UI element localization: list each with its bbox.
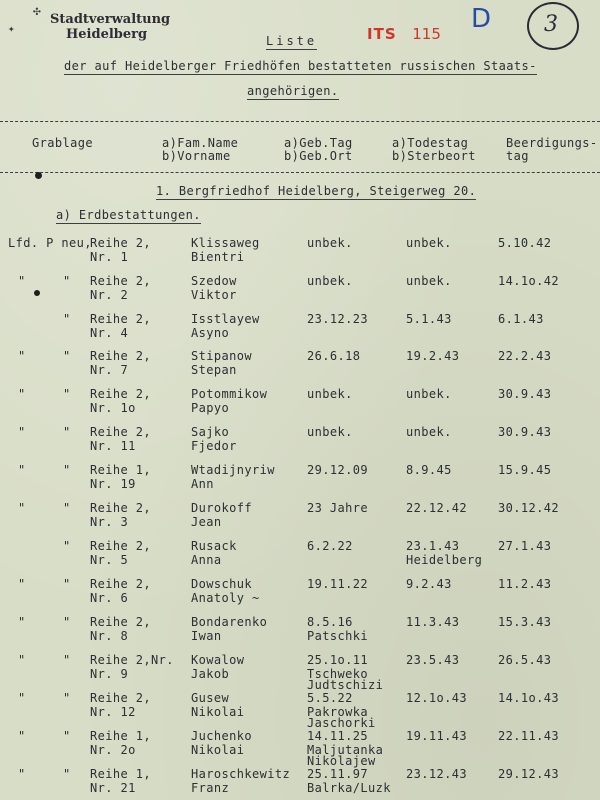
- handwritten-letter: D: [471, 4, 492, 34]
- grave-row: Reihe 1,: [90, 729, 151, 743]
- birth-date: 8.5.16: [307, 615, 353, 629]
- page-number: 3: [544, 12, 558, 37]
- title-line2: der auf Heidelberger Friedhöfen bestatteten russischen Staats-: [64, 59, 537, 73]
- burial-date: 30.9.43: [498, 425, 552, 439]
- col-beerd-1: Beerdigungs-: [506, 136, 598, 150]
- first-name: Asyno: [191, 326, 230, 340]
- ditto-mark: ": [18, 274, 26, 288]
- ditto-mark: ": [63, 312, 71, 326]
- first-name: Nikolai: [191, 705, 245, 719]
- ditto-mark: ": [63, 767, 71, 781]
- ditto-mark: ": [18, 425, 26, 439]
- family-name: Szedow: [191, 274, 237, 288]
- death-date: 19.11.43: [406, 729, 467, 743]
- first-name: Franz: [191, 781, 230, 795]
- birth-place: Maljutanka: [307, 743, 384, 757]
- ditto-mark: ": [18, 615, 26, 629]
- birth-date: 29.12.09: [307, 463, 368, 477]
- birth-place: Balrka/Luzk: [307, 781, 391, 795]
- grave-number: Nr. 8: [90, 629, 129, 643]
- burial-date: 26.5.43: [498, 653, 552, 667]
- grave-row: Reihe 2,: [90, 349, 151, 363]
- emblem-mark-icon: ✦: [8, 22, 15, 35]
- burial-date: 15.3.43: [498, 615, 552, 629]
- death-date: 19.2.43: [406, 349, 460, 363]
- family-name: Haroschkewitz: [191, 767, 291, 781]
- death-date: unbek.: [406, 236, 452, 250]
- first-name: Bientri: [191, 250, 245, 264]
- burial-date: 11.2.43: [498, 577, 552, 591]
- its-number: 115: [412, 25, 441, 43]
- grave-number: Nr. 7: [90, 363, 129, 377]
- grave-row: Reihe 2,: [90, 312, 151, 326]
- ditto-mark: ": [18, 577, 26, 591]
- first-name: Ann: [191, 477, 214, 491]
- grave-number: Nr. 1: [90, 250, 129, 264]
- header-bottom-rule: [0, 172, 600, 173]
- first-name: Nikolai: [191, 743, 245, 757]
- ditto-mark: ": [18, 387, 26, 401]
- row-lfd-label: Lfd. P neu,: [8, 236, 92, 250]
- death-place: Heidelberg: [406, 553, 483, 567]
- ink-dot: [34, 290, 40, 296]
- subsection-title: a) Erdbestattungen.: [56, 208, 201, 222]
- birth-date: 23.12.23: [307, 312, 368, 326]
- grave-row: Reihe 2,: [90, 236, 151, 250]
- ditto-mark: ": [18, 463, 26, 477]
- death-date: 23.5.43: [406, 653, 460, 667]
- col-tod-a: a)Todestag: [392, 136, 469, 150]
- family-name: Kowalow: [191, 653, 245, 667]
- birth-date: unbek.: [307, 236, 353, 250]
- grave-number: Nr. 19: [90, 477, 136, 491]
- grave-row: Reihe 2,: [90, 274, 151, 288]
- grave-row: Reihe 2,: [90, 539, 151, 553]
- ditto-mark: ": [18, 729, 26, 743]
- first-name: Viktor: [191, 288, 237, 302]
- family-name: Wtadijnyriw: [191, 463, 275, 477]
- ditto-mark: ": [18, 501, 26, 515]
- birth-date: 23 Jahre: [307, 501, 368, 515]
- col-name-b: b)Vorname: [162, 149, 231, 163]
- burial-date: 14.1o.42: [498, 274, 559, 288]
- grave-number: Nr. 3: [90, 515, 129, 529]
- family-name: Gusew: [191, 691, 230, 705]
- birth-date: 6.2.22: [307, 539, 353, 553]
- birth-date: 14.11.25: [307, 729, 368, 743]
- ditto-mark: ": [63, 349, 71, 363]
- letterhead-line1: Stadtverwaltung: [50, 12, 171, 27]
- grave-number: Nr. 21: [90, 781, 136, 795]
- first-name: Papyo: [191, 401, 230, 415]
- burial-date: 5.10.42: [498, 236, 552, 250]
- first-name: Anna: [191, 553, 222, 567]
- ditto-mark: ": [63, 387, 71, 401]
- grave-row: Reihe 2,: [90, 501, 151, 515]
- grave-number: Nr. 6: [90, 591, 129, 605]
- grave-number: Nr. 5: [90, 553, 129, 567]
- death-date: 5.1.43: [406, 312, 452, 326]
- col-tod-b: b)Sterbeort: [392, 149, 476, 163]
- grave-row: Reihe 2,Nr.: [90, 653, 174, 667]
- death-date: 23.12.43: [406, 767, 467, 781]
- birth-date: 25.1o.11: [307, 653, 368, 667]
- ditto-mark: ": [63, 463, 71, 477]
- birth-date: 19.11.22: [307, 577, 368, 591]
- col-grablage: Grablage: [32, 136, 93, 150]
- birth-place: Pakrowka: [307, 705, 368, 719]
- death-date: unbek.: [406, 274, 452, 288]
- grave-number: Nr. 2: [90, 288, 129, 302]
- its-stamp: [367, 24, 441, 43]
- birth-date: 26.6.18: [307, 349, 361, 363]
- grave-row: Reihe 2,: [90, 691, 151, 705]
- ditto-mark: ": [63, 274, 71, 288]
- family-name: Klissaweg: [191, 236, 260, 250]
- first-name: Jean: [191, 515, 222, 529]
- letterhead-line2: Heidelberg: [66, 27, 148, 42]
- grave-number: Nr. 4: [90, 326, 129, 340]
- grave-row: Reihe 2,: [90, 615, 151, 629]
- ditto-mark: ": [63, 425, 71, 439]
- family-name: Potommikow: [191, 387, 268, 401]
- grave-row: Reihe 1,: [90, 767, 151, 781]
- ditto-mark: ": [63, 615, 71, 629]
- death-date: 9.2.43: [406, 577, 452, 591]
- first-name: Stepan: [191, 363, 237, 377]
- its-label: ITS: [367, 25, 397, 43]
- ditto-mark: ": [63, 653, 71, 667]
- ink-dot: [35, 172, 42, 179]
- header-top-rule: [0, 121, 600, 122]
- burial-date: 30.9.43: [498, 387, 552, 401]
- birth-date: unbek.: [307, 425, 353, 439]
- col-name-a: a)Fam.Name: [162, 136, 239, 150]
- birth-date: unbek.: [307, 274, 353, 288]
- ditto-mark: ": [63, 539, 71, 553]
- family-name: Isstlayew: [191, 312, 260, 326]
- ditto-mark: ": [18, 349, 26, 363]
- family-name: Durokoff: [191, 501, 252, 515]
- ditto-mark: ": [63, 691, 71, 705]
- grave-number: Nr. 12: [90, 705, 136, 719]
- birth-place-prev: Jaschorki: [307, 716, 376, 730]
- grave-number: Nr. 9: [90, 667, 129, 681]
- burial-date: 22.2.43: [498, 349, 552, 363]
- col-geb-a: a)Geb.Tag: [284, 136, 353, 150]
- family-name: Dowschuk: [191, 577, 252, 591]
- death-date: 11.3.43: [406, 615, 460, 629]
- ditto-mark: ": [18, 653, 26, 667]
- birth-place-prev: Judtschizi: [307, 678, 384, 692]
- ditto-mark: ": [18, 767, 26, 781]
- grave-number: Nr. 1o: [90, 401, 136, 415]
- ditto-mark: ": [63, 729, 71, 743]
- grave-row: Reihe 1,: [90, 463, 151, 477]
- birth-place: Patschki: [307, 629, 368, 643]
- first-name: Jakob: [191, 667, 230, 681]
- death-date: unbek.: [406, 425, 452, 439]
- death-date: 23.1.43: [406, 539, 460, 553]
- ditto-mark: ": [63, 577, 71, 591]
- grave-row: Reihe 2,: [90, 425, 151, 439]
- first-name: Fjedor: [191, 439, 237, 453]
- birth-place: Tschweko: [307, 667, 368, 681]
- birth-date: unbek.: [307, 387, 353, 401]
- burial-date: 15.9.45: [498, 463, 552, 477]
- burial-date: 22.11.43: [498, 729, 559, 743]
- death-date: 12.1o.43: [406, 691, 467, 705]
- ditto-mark: ": [63, 501, 71, 515]
- burial-date: 14.1o.43: [498, 691, 559, 705]
- death-date: 8.9.45: [406, 463, 452, 477]
- burial-date: 29.12.43: [498, 767, 559, 781]
- ditto-mark: ": [18, 691, 26, 705]
- grave-row: Reihe 2,: [90, 577, 151, 591]
- title-line3: angehörigen.: [247, 84, 339, 98]
- burial-date: 30.12.42: [498, 501, 559, 515]
- family-name: Sajko: [191, 425, 230, 439]
- birth-date: 25.11.97: [307, 767, 368, 781]
- grave-row: Reihe 2,: [90, 387, 151, 401]
- first-name: Anatoly ~: [191, 591, 260, 605]
- burial-date: 27.1.43: [498, 539, 552, 553]
- col-geb-b: b)Geb.Ort: [284, 149, 353, 163]
- emblem-icon: ✣: [33, 4, 41, 19]
- grave-number: Nr. 11: [90, 439, 136, 453]
- first-name: Iwan: [191, 629, 222, 643]
- section-title: 1. Bergfriedhof Heidelberg, Steigerweg 20.: [156, 184, 477, 198]
- family-name: Bondarenko: [191, 615, 268, 629]
- family-name: Rusack: [191, 539, 237, 553]
- family-name: Stipanow: [191, 349, 252, 363]
- death-date: unbek.: [406, 387, 452, 401]
- birth-place-prev: Nikolajew: [307, 754, 376, 768]
- document-title: Liste: [266, 34, 318, 48]
- col-beerd-2: tag: [506, 149, 529, 163]
- death-date: 22.12.42: [406, 501, 467, 515]
- birth-date: 5.5.22: [307, 691, 353, 705]
- grave-number: Nr. 2o: [90, 743, 136, 757]
- burial-date: 6.1.43: [498, 312, 544, 326]
- family-name: Juchenko: [191, 729, 252, 743]
